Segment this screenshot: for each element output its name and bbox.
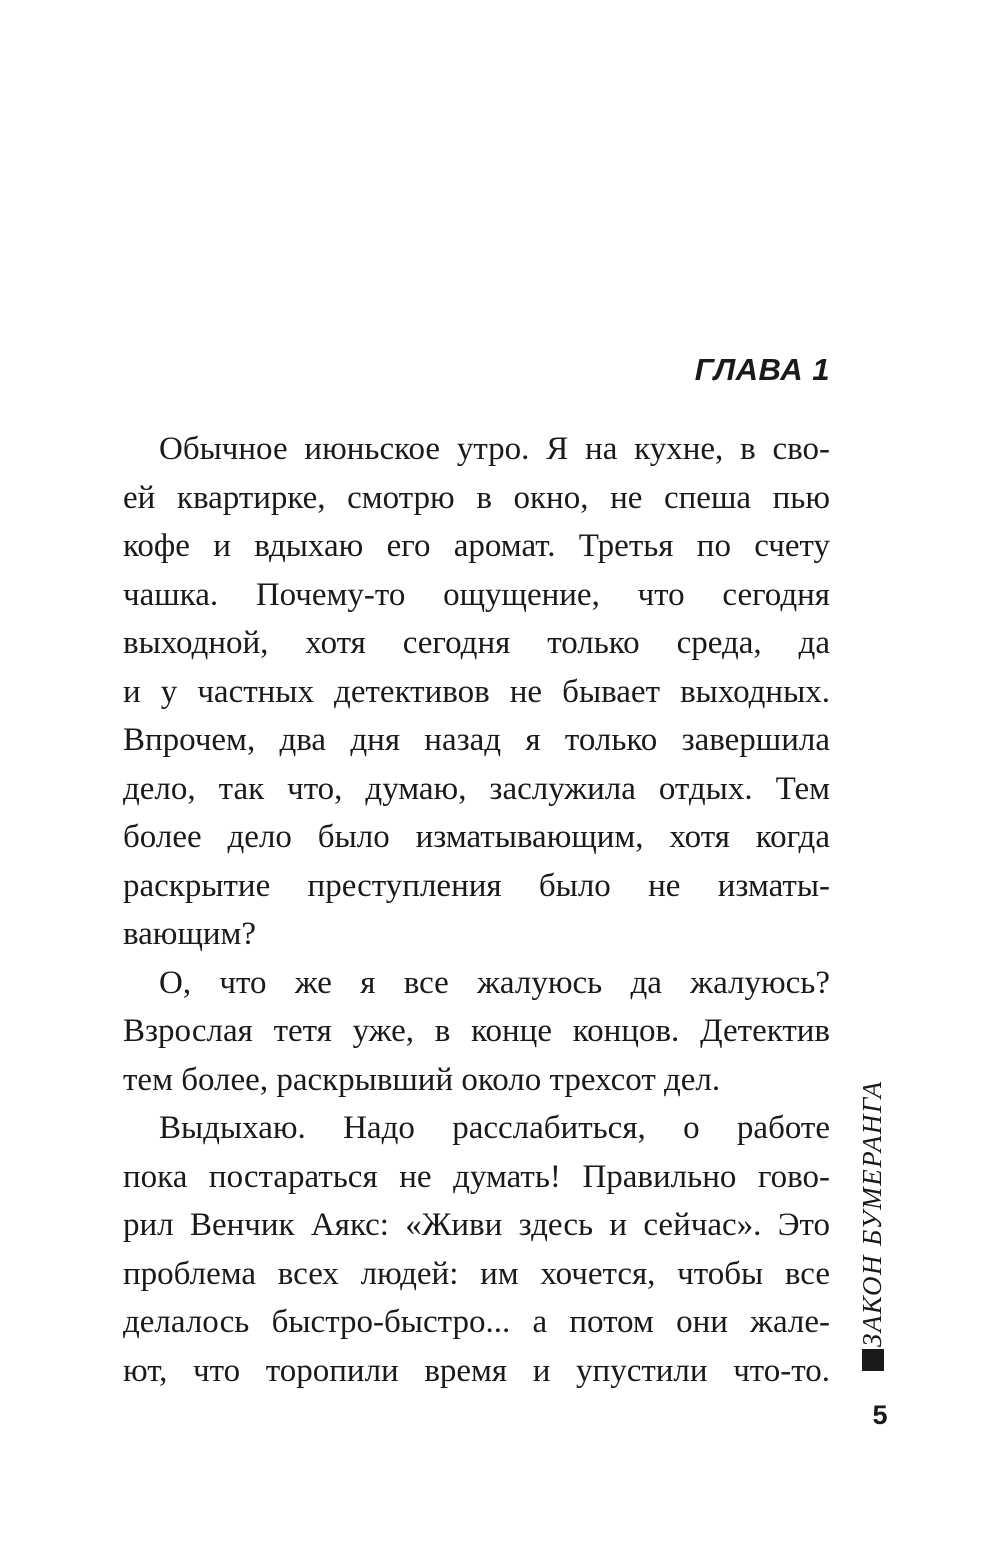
chapter-title: ГЛАВА 1 (694, 352, 830, 387)
page-number: 5 (872, 1400, 888, 1430)
text-line: кофе и вдыхаю его аромат. Третья по счету (123, 528, 830, 564)
running-title (851, 1080, 895, 1380)
text-line: Выдыхаю. Надо расслабиться, о работе (159, 1110, 830, 1146)
text-line: О, что же я все жалуюсь да жалуюсь? (159, 964, 830, 1001)
text-line: Взрослая тетя уже, в конце концов. Детектив (123, 1013, 830, 1049)
text-line: выходной, хотя сегодня только среда, да (123, 625, 830, 661)
text-line: тем более, раскрывший около трехсот дел. (123, 1061, 721, 1098)
text-line: чашка. Почему-то ощущение, что сегодня (123, 576, 830, 613)
running-title-text: ЗАКОН БУМЕРАНГА (857, 1080, 887, 1347)
text-line: рил Венчик Аякс: «Живи здесь и сейчас». Это (123, 1207, 830, 1243)
text-line: Впрочем, два дня назад я только завершила (123, 722, 830, 758)
square-marker-icon (862, 1349, 884, 1371)
text-line: и у частных детективов не бывает выходных. (123, 673, 830, 710)
text-line: ей квартирке, смотрю в окно, не спеша пью (123, 479, 830, 516)
text-line: делалось быстро-быстро... а потом они жале- (123, 1304, 830, 1340)
text-line: ют, что торопили время и упустили что-то. (123, 1352, 830, 1389)
text-line: пока постараться не думать! Правильно гово- (123, 1158, 830, 1195)
text-line: Обычное июньское утро. Я на кухне, в сво- (159, 431, 830, 467)
text-line: дело, так что, думаю, заслужила отдых. Тем (123, 770, 830, 807)
body-text (123, 425, 830, 1395)
text-line: раскрытие преступления было не изматы- (123, 867, 830, 904)
text-line: более дело было изматывающим, хотя когда (123, 819, 830, 855)
text-line: вающим? (123, 916, 257, 952)
text-line: проблема всех людей: им хочется, чтобы все (123, 1255, 830, 1292)
